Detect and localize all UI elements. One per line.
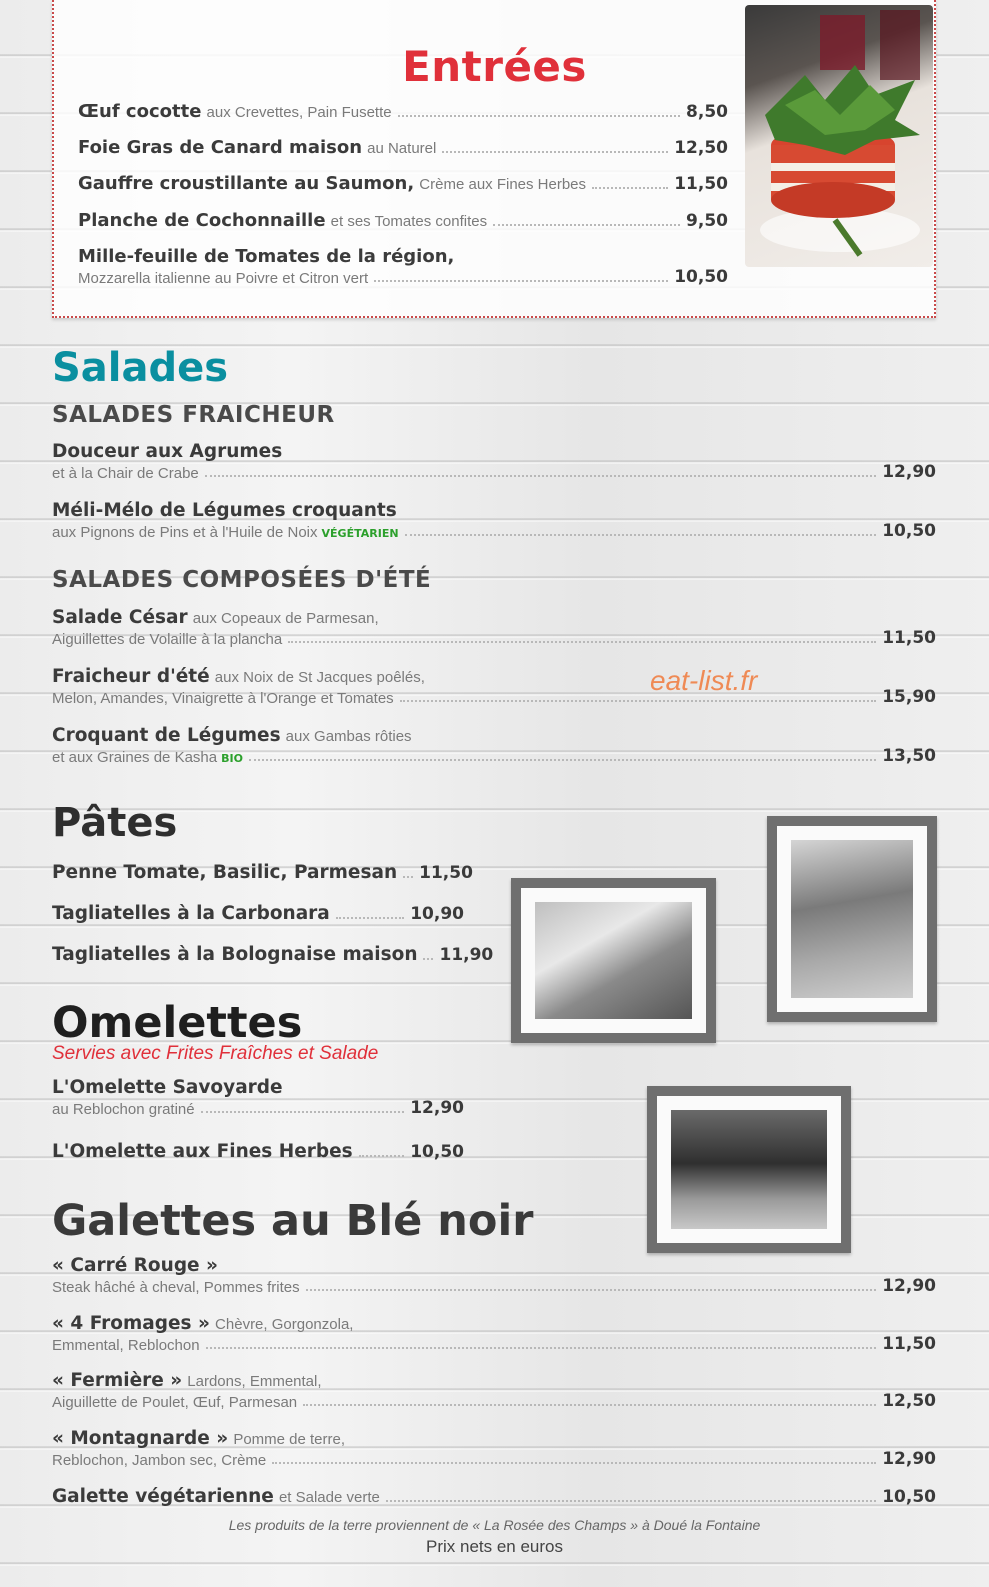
dot-leader: [400, 700, 877, 702]
bio-tag: BIO: [221, 752, 243, 765]
item-desc: aux Copeaux de Parmesan,: [192, 610, 379, 627]
item-price: 10,50: [882, 1487, 936, 1507]
item-price: 11,50: [674, 174, 728, 194]
item-price: 10,50: [410, 1142, 464, 1162]
dot-leader: [336, 917, 404, 919]
footer-prices: Prix nets en euros: [425, 1537, 563, 1556]
item-desc: aux Noix de St Jacques poêlés,: [214, 669, 425, 686]
pates-title: Pâtes: [52, 800, 178, 846]
item-price: 9,50: [686, 211, 728, 231]
item-price: 12,50: [882, 1391, 936, 1411]
menu-item: [52, 441, 936, 482]
item-price: 11,90: [439, 945, 494, 965]
entrees-title: Entrées: [402, 42, 587, 91]
item-price: 15,90: [882, 687, 936, 707]
item-name: Gauffre croustillante au Saumon,: [78, 173, 415, 194]
item-desc: Aiguillettes de Volaille à la plancha: [52, 631, 283, 648]
item-desc: Crème aux Fines Herbes: [419, 176, 587, 193]
item-name: Méli-Mélo de Légumes croquants: [52, 500, 397, 521]
vegetarian-tag: VÉGÉTARIEN: [321, 527, 399, 540]
item-price: 12,90: [882, 462, 936, 482]
item-price: 12,90: [882, 1449, 936, 1469]
dot-leader: [592, 187, 668, 189]
item-name: Croquant de Légumes: [52, 725, 281, 746]
item-desc: Pomme de terre,: [233, 1431, 346, 1448]
item-price: 13,50: [882, 746, 936, 766]
item-desc: et ses Tomates confites: [330, 213, 488, 230]
item-name: L'Omelette Savoyarde: [52, 1077, 283, 1098]
menu-item: [52, 725, 936, 766]
item-name: Foie Gras de Canard maison: [78, 137, 363, 158]
item-desc: aux Pignons de Pins et à l'Huile de Noix: [52, 524, 318, 541]
item-name: Salade César: [52, 607, 188, 628]
item-name: Mille-feuille de Tomates de la région,: [78, 246, 455, 267]
item-price: 11,50: [882, 628, 936, 648]
framed-photo-terrace: [767, 816, 937, 1022]
dot-leader: [303, 1404, 876, 1406]
item-price: 11,50: [882, 1334, 936, 1354]
item-desc: et aux Graines de Kasha: [52, 749, 218, 766]
item-desc: et Salade verte: [278, 1489, 380, 1506]
item-price: 10,90: [410, 904, 464, 924]
galettes-title: Galettes au Blé noir: [52, 1196, 534, 1246]
item-desc: Mozzarella italienne au Poivre et Citron vert: [78, 270, 369, 287]
menu-item: [78, 137, 728, 158]
item-desc: Emmental, Reblochon: [52, 1337, 200, 1354]
item-desc: aux Crevettes, Pain Fusette: [206, 104, 392, 121]
dot-leader: [442, 151, 668, 153]
menu-item: [78, 210, 728, 231]
item-desc: Lardons, Emmental,: [187, 1373, 322, 1390]
menu-item: [52, 944, 494, 965]
menu-item: [52, 1370, 936, 1411]
item-name: « Carré Rouge »: [52, 1255, 218, 1276]
watermark: eat-list.fr: [650, 665, 758, 696]
item-price: 10,50: [882, 521, 936, 541]
menu-item: [52, 500, 936, 541]
menu-item: [52, 1486, 936, 1507]
menu-item: [78, 173, 728, 194]
dot-leader: [423, 958, 433, 960]
item-desc: Reblochon, Jambon sec, Crème: [52, 1452, 267, 1469]
item-price: 12,50: [674, 138, 728, 158]
item-name: Douceur aux Agrumes: [52, 441, 283, 462]
item-name: « 4 Fromages »: [52, 1313, 210, 1334]
item-name: Galette végétarienne: [52, 1486, 274, 1507]
footer-note: Les produits de la terre proviennent de « La Rosée des Champs » à Doué la Fontaine: [228, 1517, 761, 1533]
menu-item: [52, 1141, 464, 1162]
dot-leader: [403, 876, 413, 878]
item-name: Tagliatelles à la Bolognaise maison: [52, 944, 418, 965]
framed-photo-cafe: [647, 1086, 851, 1253]
item-price: 10,50: [674, 267, 728, 287]
dot-leader: [206, 1347, 877, 1349]
menu-item: [52, 607, 936, 648]
item-name: « Fermière »: [52, 1370, 183, 1391]
item-desc: au Reblochon gratiné: [52, 1101, 195, 1118]
item-name: Penne Tomate, Basilic, Parmesan: [52, 862, 398, 883]
item-desc: Chèvre, Gorgonzola,: [215, 1316, 354, 1333]
menu-item: [52, 1255, 936, 1296]
dot-leader: [249, 759, 876, 761]
subsection-heading: SALADES COMPOSÉES D'ÉTÉ: [52, 567, 432, 593]
dot-leader: [306, 1289, 877, 1291]
menu-item: [52, 1077, 464, 1118]
item-price: 8,50: [686, 102, 728, 122]
dot-leader: [359, 1155, 405, 1157]
dot-leader: [288, 641, 876, 643]
item-desc: et à la Chair de Crabe: [52, 465, 199, 482]
dot-leader: [398, 115, 680, 117]
item-desc: Steak hâché à cheval, Pommes frites: [52, 1279, 300, 1296]
dot-leader: [374, 280, 668, 282]
menu-item: [52, 903, 464, 924]
item-desc: Aiguillette de Poulet, Œuf, Parmesan: [52, 1394, 298, 1411]
menu-item: [52, 1428, 936, 1469]
item-name: Œuf cocotte: [78, 101, 202, 122]
dot-leader: [272, 1462, 876, 1464]
menu-item: [52, 666, 936, 707]
omelettes-title: Omelettes: [52, 998, 303, 1048]
menu-item: [52, 862, 473, 883]
salades-title: Salades: [52, 345, 229, 391]
item-price: 12,90: [882, 1276, 936, 1296]
menu-item: [52, 1313, 936, 1354]
item-name: Tagliatelles à la Carbonara: [52, 903, 330, 924]
dot-leader: [405, 534, 877, 536]
item-name: Planche de Cochonnaille: [78, 210, 326, 231]
item-price: 11,50: [419, 863, 473, 883]
dot-leader: [201, 1111, 405, 1113]
item-desc: Melon, Amandes, Vinaigrette à l'Orange et Tomates: [52, 690, 394, 707]
item-price: 12,90: [410, 1098, 464, 1118]
omelettes-subtitle: Servies avec Frites Fraîches et Salade: [52, 1043, 379, 1064]
item-desc: aux Gambas rôties: [285, 728, 412, 745]
dot-leader: [386, 1500, 876, 1502]
item-desc: au Naturel: [367, 140, 437, 157]
dot-leader: [493, 224, 680, 226]
item-name: « Montagnarde »: [52, 1428, 229, 1449]
subsection-heading: SALADES FRAICHEUR: [52, 402, 335, 428]
menu-item: [78, 246, 728, 287]
framed-photo-chef: [511, 878, 716, 1043]
item-name: Fraicheur d'été: [52, 666, 210, 687]
dot-leader: [205, 475, 876, 477]
menu-item: [78, 101, 728, 122]
item-name: L'Omelette aux Fines Herbes: [52, 1141, 353, 1162]
